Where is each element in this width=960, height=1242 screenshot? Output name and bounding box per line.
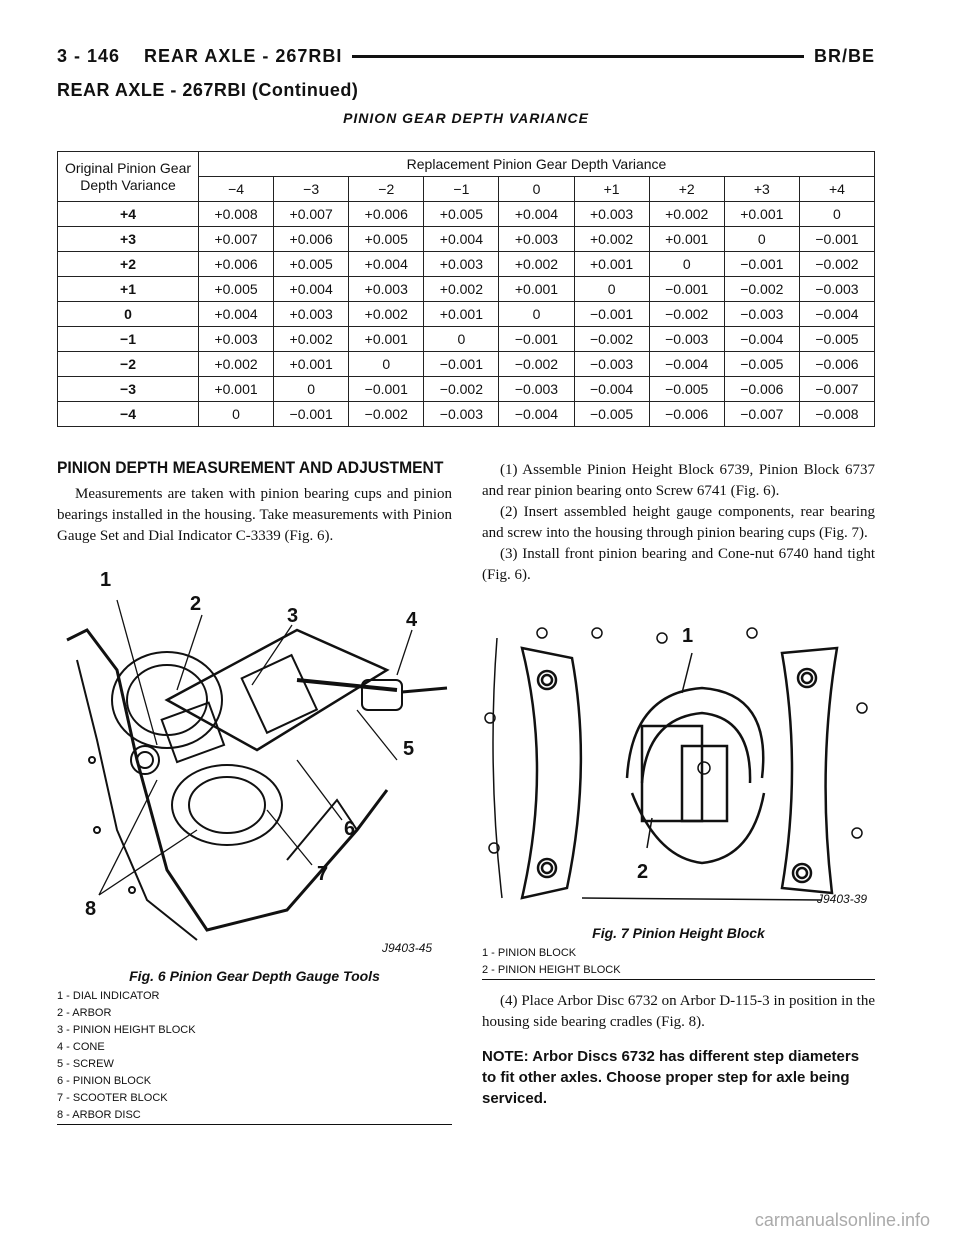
- table-cell: +0.006: [274, 227, 349, 252]
- table-cell: −0.002: [349, 402, 424, 427]
- table-cell: +0.003: [424, 252, 499, 277]
- table-cell: −0.002: [724, 277, 799, 302]
- fig6-callout-3: 3: [287, 605, 299, 627]
- section-title: PINION DEPTH MEASUREMENT AND ADJUSTMENT: [57, 458, 444, 477]
- intro-paragraph: [57, 484, 452, 547]
- table-cell: +0.002: [574, 227, 649, 252]
- column-header: −4: [199, 177, 274, 202]
- fig6-callout-6: 6: [344, 818, 356, 840]
- table-cell: −0.003: [799, 277, 874, 302]
- page-number: 3 - 146: [57, 45, 121, 66]
- table-cell: +0.002: [274, 327, 349, 352]
- row-header: +2: [58, 252, 199, 277]
- table-cell: +0.001: [199, 377, 274, 402]
- step-4-paragraph: [482, 991, 875, 1033]
- fig6-legend-2: 2 - ARBOR: [57, 1007, 112, 1019]
- steps-1-3: [482, 460, 875, 586]
- table-cell: +0.006: [349, 202, 424, 227]
- table-cell: 0: [799, 202, 874, 227]
- fig7-caption: Fig. 7 Pinion Height Block: [592, 925, 765, 941]
- table-cell: −0.008: [799, 402, 874, 427]
- table-cell: −0.003: [424, 402, 499, 427]
- fig6-code: J9403-45: [382, 941, 433, 955]
- table-cell: +0.001: [349, 327, 424, 352]
- table-row: [58, 227, 875, 252]
- fig6-caption-block: [57, 968, 452, 1125]
- table-cell: −0.002: [799, 252, 874, 277]
- column-header: +1: [574, 177, 649, 202]
- column-header: −2: [349, 177, 424, 202]
- table-cell: +0.002: [349, 302, 424, 327]
- table-cell: 0: [499, 302, 574, 327]
- table-cell: +0.005: [349, 227, 424, 252]
- table-cell: 0: [649, 252, 724, 277]
- row-header: −4: [58, 402, 199, 427]
- column-header: 0: [499, 177, 574, 202]
- table-cell: −0.005: [724, 352, 799, 377]
- fig6-callout-2: 2: [190, 593, 202, 615]
- row-header: +1: [58, 277, 199, 302]
- table-cell: +0.008: [199, 202, 274, 227]
- table-cell: +0.006: [199, 252, 274, 277]
- table-cell: +0.004: [499, 202, 574, 227]
- fig6-legend-7: 7 - SCOOTER BLOCK: [57, 1092, 168, 1104]
- table-cell: −0.007: [799, 377, 874, 402]
- table-cell: +0.002: [649, 202, 724, 227]
- table-cell: +0.002: [424, 277, 499, 302]
- note-text: NOTE: Arbor Discs 6732 has different step diameters to fit other axles. Choose proper step for axle being serviced.: [482, 1048, 860, 1107]
- table-cell: +0.003: [349, 277, 424, 302]
- table-cell: −0.002: [574, 327, 649, 352]
- table-cell: +0.004: [199, 302, 274, 327]
- column-header: +3: [724, 177, 799, 202]
- page-header: [57, 44, 875, 68]
- table-cell: 0: [724, 227, 799, 252]
- table-cell: +0.001: [274, 352, 349, 377]
- variance-table: [57, 151, 875, 427]
- table-cell: −0.006: [724, 377, 799, 402]
- fig7-callout-1: 1: [682, 625, 694, 647]
- fig6-caption: Fig. 6 Pinion Gear Depth Gauge Tools: [129, 968, 380, 984]
- step-1: (1) Assemble Pinion Height Block 6739, Pinion Block 6737 and rear pinion bearing onto Screw 6741 (Fig. 6).: [482, 462, 875, 499]
- table-cell: −0.001: [799, 227, 874, 252]
- table-cell: +0.003: [499, 227, 574, 252]
- intro-text: Measurements are taken with pinion bearing cups and pinion bearings installed in the housing. Take measurements with Pinion Gauge Set and Dial Indicator C-3339 (Fig. 6).: [57, 486, 452, 544]
- table-cell: −0.003: [649, 327, 724, 352]
- row-header: +3: [58, 227, 199, 252]
- row-header: +4: [58, 202, 199, 227]
- table-cell: −0.003: [574, 352, 649, 377]
- table-cell: −0.002: [424, 377, 499, 402]
- fig7-illustration: [482, 618, 875, 918]
- group-header: Replacement Pinion Gear Depth Variance: [199, 152, 875, 177]
- table-cell: +0.004: [349, 252, 424, 277]
- table-cell: −0.004: [799, 302, 874, 327]
- fig6-illustration: [57, 560, 452, 960]
- table-cell: −0.005: [649, 377, 724, 402]
- table-cell: +0.001: [649, 227, 724, 252]
- table-cell: +0.005: [199, 277, 274, 302]
- table-row: [58, 202, 875, 227]
- table-cell: +0.004: [274, 277, 349, 302]
- table-row: [58, 402, 875, 427]
- table-cell: +0.005: [274, 252, 349, 277]
- table-cell: +0.001: [499, 277, 574, 302]
- table-title: PINION GEAR DEPTH VARIANCE: [343, 110, 589, 126]
- table-cell: −0.002: [649, 302, 724, 327]
- table-cell: +0.005: [424, 202, 499, 227]
- table-cell: −0.004: [499, 402, 574, 427]
- table-cell: −0.001: [274, 402, 349, 427]
- fig6-legend-6: 6 - PINION BLOCK: [57, 1075, 152, 1087]
- table-cell: 0: [349, 352, 424, 377]
- table-cell: +0.002: [499, 252, 574, 277]
- row-header: −2: [58, 352, 199, 377]
- table-cell: −0.005: [799, 327, 874, 352]
- table-cell: −0.001: [649, 277, 724, 302]
- fig6-legend-3: 3 - PINION HEIGHT BLOCK: [57, 1024, 196, 1036]
- row-header: −1: [58, 327, 199, 352]
- fig6-legend-8: 8 - ARBOR DISC: [57, 1109, 141, 1121]
- column-header: −3: [274, 177, 349, 202]
- table-cell: −0.001: [499, 327, 574, 352]
- table-cell: −0.004: [724, 327, 799, 352]
- fig7-code: J9403-39: [817, 892, 868, 906]
- table-row: [58, 352, 875, 377]
- row-header: −3: [58, 377, 199, 402]
- table-cell: −0.004: [649, 352, 724, 377]
- table-cell: 0: [199, 402, 274, 427]
- fig6-callout-5: 5: [403, 738, 415, 760]
- step-3: (3) Install front pinion bearing and Cone-nut 6740 hand tight (Fig. 6).: [482, 546, 875, 583]
- fig7-caption-block: [482, 925, 875, 980]
- section-name: REAR AXLE - 267RBI: [144, 45, 343, 66]
- fig6-legend-5: 5 - SCREW: [57, 1058, 114, 1070]
- table-cell: +0.003: [274, 302, 349, 327]
- table-cell: −0.006: [799, 352, 874, 377]
- fig7-legend-1: 1 - PINION BLOCK: [482, 947, 577, 959]
- fig6-callout-4: 4: [406, 609, 418, 631]
- table-body: [58, 202, 875, 427]
- table-cell: −0.001: [424, 352, 499, 377]
- column-header: +2: [649, 177, 724, 202]
- table-row: [58, 377, 875, 402]
- table-cell: 0: [574, 277, 649, 302]
- watermark: carmanualsonline.info: [754, 1210, 930, 1230]
- column-header: +4: [799, 177, 874, 202]
- table-cell: −0.001: [724, 252, 799, 277]
- step-4: (4) Place Arbor Disc 6732 on Arbor D-115-3 in position in the housing side bearing cradles (Fig. 8).: [482, 993, 875, 1030]
- table-cell: −0.006: [649, 402, 724, 427]
- table-cell: −0.002: [499, 352, 574, 377]
- table-cell: +0.003: [574, 202, 649, 227]
- table-cell: +0.003: [199, 327, 274, 352]
- table-cell: −0.001: [574, 302, 649, 327]
- table-cell: −0.003: [724, 302, 799, 327]
- table-cell: +0.001: [574, 252, 649, 277]
- model-code: BR/BE: [813, 45, 875, 66]
- column-header: −1: [424, 177, 499, 202]
- fig6-callout-7: 7: [317, 863, 329, 885]
- table-cell: −0.005: [574, 402, 649, 427]
- continued-heading: REAR AXLE - 267RBI (Continued): [57, 80, 359, 100]
- table-row: [58, 252, 875, 277]
- table-cell: +0.001: [424, 302, 499, 327]
- fig7-legend-2: 2 - PINION HEIGHT BLOCK: [482, 964, 621, 976]
- header-rule: [352, 55, 804, 58]
- table-cell: +0.001: [724, 202, 799, 227]
- table-cell: −0.001: [349, 377, 424, 402]
- table-cell: −0.007: [724, 402, 799, 427]
- row-header: 0: [58, 302, 199, 327]
- fig6-legend-4: 4 - CONE: [57, 1041, 105, 1053]
- table-cell: 0: [274, 377, 349, 402]
- table-cell: −0.004: [574, 377, 649, 402]
- table-row: [58, 277, 875, 302]
- step-2: (2) Insert assembled height gauge components, rear bearing and screw into the housing through pinion bearing cups (Fig. 7).: [482, 504, 875, 541]
- table-cell: −0.003: [499, 377, 574, 402]
- table-cell: +0.002: [199, 352, 274, 377]
- fig6-callout-8: 8: [85, 898, 97, 920]
- table-cell: +0.007: [199, 227, 274, 252]
- fig6-callout-1: 1: [100, 569, 112, 591]
- fig6-legend-1: 1 - DIAL INDICATOR: [57, 990, 160, 1002]
- corner-header: Original Pinion Gear Depth Variance: [58, 152, 199, 202]
- fig7-callout-2: 2: [637, 861, 649, 883]
- table-cell: +0.007: [274, 202, 349, 227]
- table-cell: 0: [424, 327, 499, 352]
- table-row: [58, 327, 875, 352]
- table-row: [58, 302, 875, 327]
- table-cell: +0.004: [424, 227, 499, 252]
